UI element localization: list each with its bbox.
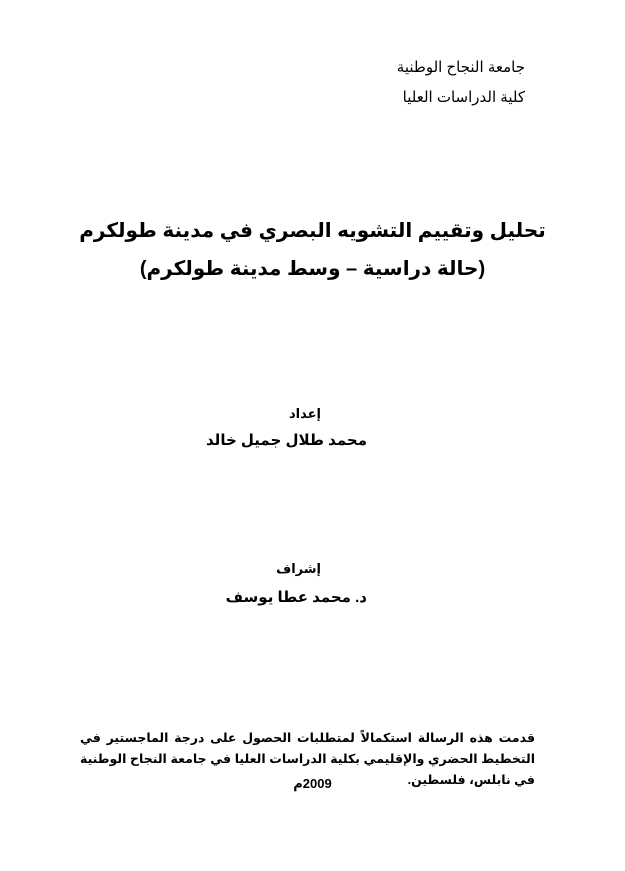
submission-year: 2009م — [293, 776, 332, 791]
author-name: محمد طلال جميل خالد — [206, 432, 367, 449]
supervision-label: إشراف — [276, 561, 321, 576]
thesis-title: تحليل وتقييم التشويه البصري في مدينة طولكرم — [79, 220, 546, 242]
university-name: جامعة النجاح الوطنية — [396, 59, 525, 76]
supervisor-name: د. محمد عطا يوسف — [225, 589, 367, 606]
faculty-name: كلية الدراسات العليا — [402, 89, 525, 106]
submission-statement: قدمت هذه الرسالة استكمالاً لمتطلبات الحصول على درجة الماجستير في التخطيط الحضري والإقليمي بكلية الدراسات العليا في جامعة النجاح الوطنية في نابلس، فلسطين. — [80, 731, 535, 787]
prepared-by-label: إعداد — [289, 406, 321, 421]
thesis-subtitle: (حالة دراسية – وسط مدينة طولكرم) — [139, 258, 486, 280]
